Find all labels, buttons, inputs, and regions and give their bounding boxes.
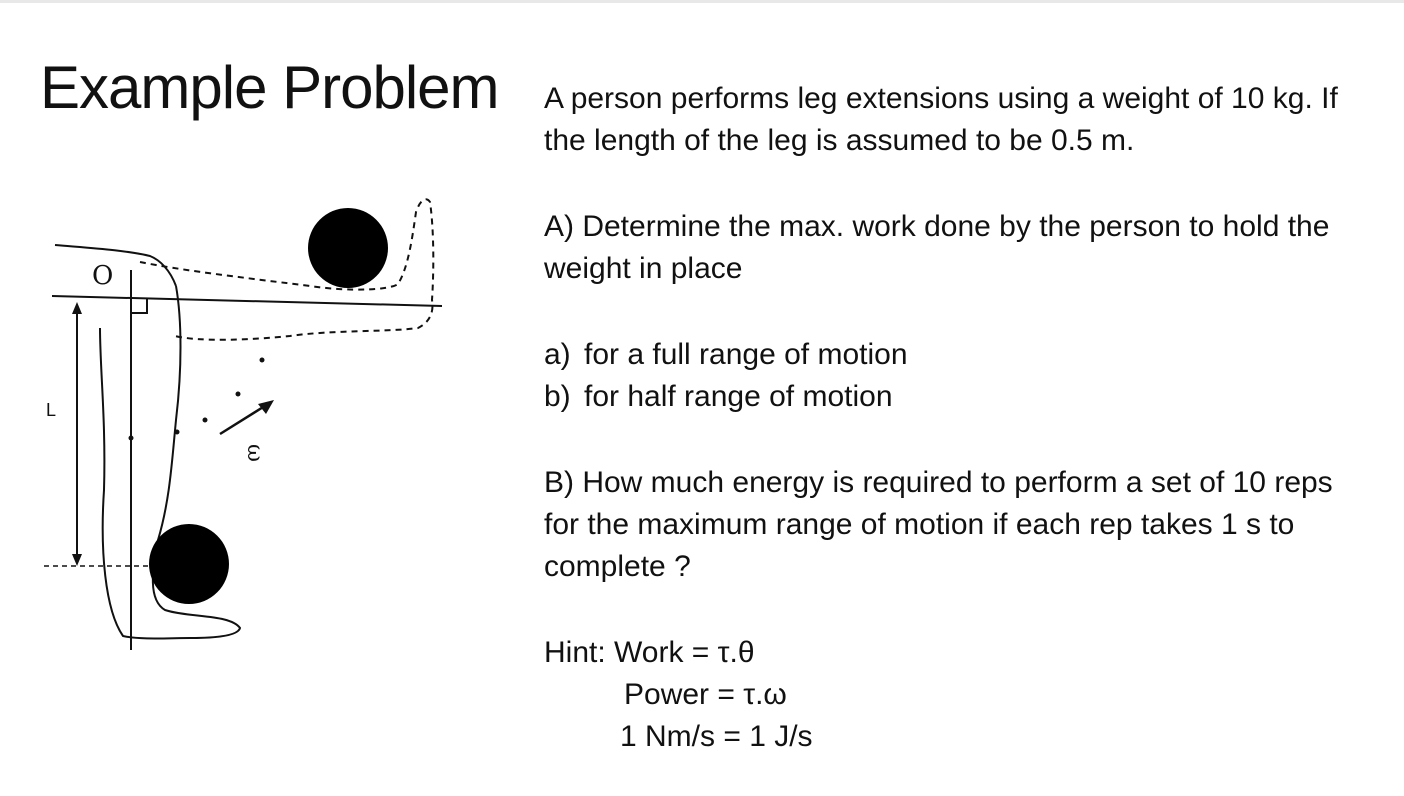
- slide-title: Example Problem: [40, 54, 499, 121]
- list-marker: b): [544, 380, 571, 413]
- spacer: [544, 290, 1364, 334]
- pivot-label: O: [92, 261, 114, 291]
- rotation-arrow: [220, 404, 268, 434]
- part-a-question: A) Determine the max. work done by the person to hold the weight in place: [544, 210, 1330, 285]
- spacer: [544, 162, 1364, 206]
- problem-intro: A person performs leg extensions using a weight of 10 kg. If the length of the leg is assumed to be 0.5 m.: [544, 82, 1338, 157]
- right-angle-marker: [131, 298, 147, 313]
- arc-dot: [129, 436, 134, 441]
- arc-dot: [175, 430, 180, 435]
- problem-text: [544, 78, 1364, 758]
- top-border: [0, 0, 1404, 3]
- weight-extended: [308, 208, 388, 288]
- arc-dot: [203, 418, 208, 423]
- spacer: [544, 418, 1364, 462]
- horizontal-reference-line: [52, 296, 442, 306]
- extended-leg-outline: [140, 199, 433, 340]
- length-arrow-bottom: [72, 554, 82, 566]
- length-arrow-top: [72, 302, 82, 314]
- list-text: for half range of motion: [584, 380, 893, 413]
- list-text: for a full range of motion: [584, 338, 908, 371]
- hint-power: Power = τ.ω: [624, 678, 787, 711]
- arc-dot: [236, 392, 241, 397]
- leg-diagram: [30, 190, 450, 650]
- arc-dot: [260, 358, 265, 363]
- thigh-top-outline: [55, 245, 176, 286]
- hint-work: Hint: Work = τ.θ: [544, 636, 755, 669]
- part-b-question: B) How much energy is required to perform a set of 10 reps for the maximum range of motion if each rep takes 1 s to complete ?: [544, 466, 1333, 583]
- weight-hanging: [149, 524, 229, 604]
- hint-units: 1 Nm/s = 1 J/s: [620, 720, 813, 753]
- rotation-arrowhead: [258, 400, 274, 414]
- spacer: [544, 588, 1364, 632]
- list-marker: a): [544, 338, 571, 371]
- length-label: L: [46, 400, 57, 420]
- angular-velocity-label: ω: [242, 444, 267, 462]
- list-item: [544, 334, 1364, 376]
- list-item: [544, 376, 1364, 418]
- leg-extension-figure: [30, 190, 450, 655]
